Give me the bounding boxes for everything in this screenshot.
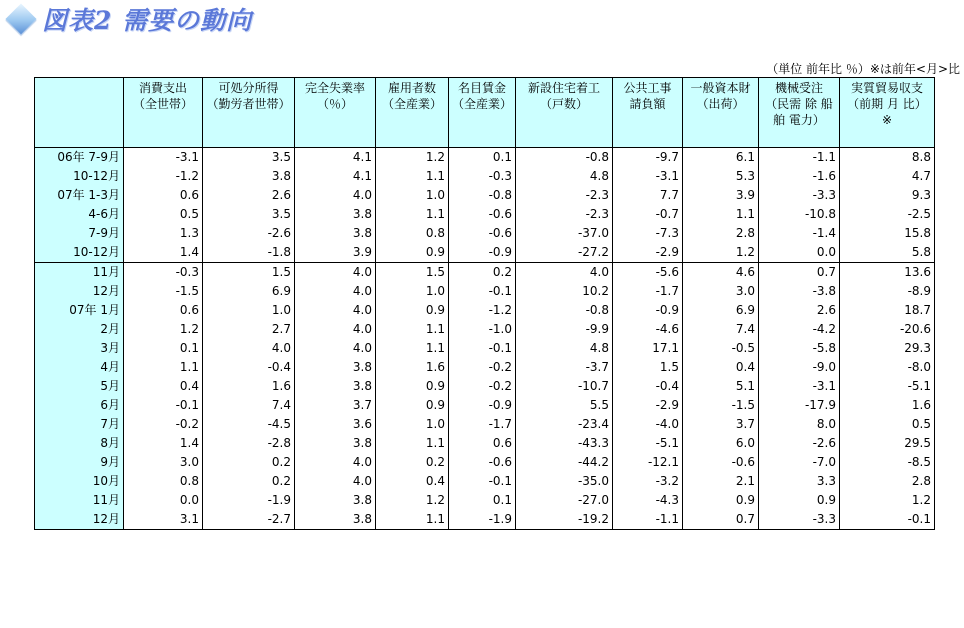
table-cell: -3.3 bbox=[759, 510, 840, 530]
table-cell: -37.0 bbox=[516, 224, 613, 243]
table-cell: 29.3 bbox=[840, 339, 935, 358]
table-cell: 1.0 bbox=[376, 415, 449, 434]
header-cell: 名目賃金 （全産業） bbox=[449, 78, 516, 148]
table-cell: 6.1 bbox=[683, 148, 759, 168]
table-cell: 0.9 bbox=[376, 377, 449, 396]
table-cell: -1.7 bbox=[449, 415, 516, 434]
row-label: 5月 bbox=[35, 377, 124, 396]
row-label: 9月 bbox=[35, 453, 124, 472]
table-cell: -0.1 bbox=[449, 282, 516, 301]
table-cell: 1.1 bbox=[376, 510, 449, 530]
table-cell: 0.9 bbox=[376, 243, 449, 263]
table-cell: -7.0 bbox=[759, 453, 840, 472]
demand-table bbox=[34, 77, 935, 530]
table-cell: 0.6 bbox=[124, 186, 203, 205]
diamond-bullet-icon bbox=[5, 3, 36, 34]
row-label: 11月 bbox=[35, 491, 124, 510]
table-cell: -1.0 bbox=[449, 320, 516, 339]
table-cell: 9.3 bbox=[840, 186, 935, 205]
row-label: 12月 bbox=[35, 510, 124, 530]
table-cell: 7.4 bbox=[683, 320, 759, 339]
table-cell: 1.1 bbox=[124, 358, 203, 377]
table-cell: 1.1 bbox=[376, 167, 449, 186]
table-cell: -3.2 bbox=[613, 472, 683, 491]
table-cell: 13.6 bbox=[840, 263, 935, 283]
table-cell: -0.6 bbox=[683, 453, 759, 472]
table-cell: 7.7 bbox=[613, 186, 683, 205]
table-cell: -23.4 bbox=[516, 415, 613, 434]
header-cell: 可処分所得 （勤労者世帯） bbox=[203, 78, 295, 148]
table-cell: 3.0 bbox=[124, 453, 203, 472]
table-cell: 4.8 bbox=[516, 167, 613, 186]
table-cell: 4.0 bbox=[295, 339, 376, 358]
table-cell: -3.1 bbox=[613, 167, 683, 186]
table-cell: 1.3 bbox=[124, 224, 203, 243]
table-cell: -4.3 bbox=[613, 491, 683, 510]
table-cell: -1.7 bbox=[613, 282, 683, 301]
table-cell: 1.6 bbox=[840, 396, 935, 415]
table-row bbox=[35, 377, 935, 396]
header-cell: 機械受注 （民需 除 船舶 電力） bbox=[759, 78, 840, 148]
table-cell: -8.5 bbox=[840, 453, 935, 472]
table-cell: -0.9 bbox=[449, 243, 516, 263]
table-cell: -5.6 bbox=[613, 263, 683, 283]
table-cell: 3.8 bbox=[203, 167, 295, 186]
table-cell: 6.0 bbox=[683, 434, 759, 453]
table-cell: 3.8 bbox=[295, 224, 376, 243]
table-cell: -35.0 bbox=[516, 472, 613, 491]
table-cell: -3.1 bbox=[124, 148, 203, 168]
table-cell: -10.8 bbox=[759, 205, 840, 224]
table-cell: 4.0 bbox=[295, 472, 376, 491]
table-cell: -17.9 bbox=[759, 396, 840, 415]
row-label: 12月 bbox=[35, 282, 124, 301]
table-cell: 0.1 bbox=[449, 491, 516, 510]
table-row bbox=[35, 415, 935, 434]
table-row bbox=[35, 396, 935, 415]
table-cell: 0.7 bbox=[683, 510, 759, 530]
header-corner bbox=[35, 78, 124, 148]
row-label: 6月 bbox=[35, 396, 124, 415]
table-cell: 0.9 bbox=[759, 491, 840, 510]
table-cell: 0.0 bbox=[759, 243, 840, 263]
table-cell: -19.2 bbox=[516, 510, 613, 530]
table-cell: 0.9 bbox=[376, 396, 449, 415]
table-cell: -0.6 bbox=[449, 224, 516, 243]
table-cell: 1.0 bbox=[203, 301, 295, 320]
header-cell: 実質貿易収支 （前期 月 比） ※ bbox=[840, 78, 935, 148]
table-cell: 2.8 bbox=[683, 224, 759, 243]
table-cell: -0.8 bbox=[516, 148, 613, 168]
table-cell: -0.8 bbox=[449, 186, 516, 205]
table-cell: -3.1 bbox=[759, 377, 840, 396]
table-cell: 4.0 bbox=[295, 301, 376, 320]
table-row bbox=[35, 472, 935, 491]
header-cell: 完全失業率 （％） bbox=[295, 78, 376, 148]
table-cell: -1.5 bbox=[124, 282, 203, 301]
table-cell: -0.2 bbox=[124, 415, 203, 434]
table-cell: -12.1 bbox=[613, 453, 683, 472]
table-cell: 1.5 bbox=[203, 263, 295, 283]
table-cell: 1.2 bbox=[124, 320, 203, 339]
table-cell: -20.6 bbox=[840, 320, 935, 339]
table-cell: 1.5 bbox=[376, 263, 449, 283]
table-cell: -1.9 bbox=[449, 510, 516, 530]
table-cell: 1.4 bbox=[124, 434, 203, 453]
table-cell: -2.8 bbox=[203, 434, 295, 453]
table-row bbox=[35, 339, 935, 358]
page-title bbox=[4, 2, 252, 36]
table-cell: 6.9 bbox=[683, 301, 759, 320]
header-cell: 一般資本財 （出荷） bbox=[683, 78, 759, 148]
table-row bbox=[35, 491, 935, 510]
row-label: 11月 bbox=[35, 263, 124, 283]
table-row bbox=[35, 186, 935, 205]
table-cell: 0.8 bbox=[124, 472, 203, 491]
table-cell: -27.2 bbox=[516, 243, 613, 263]
table-row bbox=[35, 301, 935, 320]
table-cell: 3.9 bbox=[683, 186, 759, 205]
table-cell: 8.8 bbox=[840, 148, 935, 168]
row-label: 10-12月 bbox=[35, 167, 124, 186]
table-cell: -0.3 bbox=[124, 263, 203, 283]
table-cell: 4.0 bbox=[295, 453, 376, 472]
table-cell: 10.2 bbox=[516, 282, 613, 301]
table-cell: 2.6 bbox=[759, 301, 840, 320]
table-cell: -9.7 bbox=[613, 148, 683, 168]
table-cell: 3.5 bbox=[203, 205, 295, 224]
table-row bbox=[35, 263, 935, 283]
table-cell: -4.6 bbox=[613, 320, 683, 339]
table-row bbox=[35, 282, 935, 301]
table-cell: 1.1 bbox=[376, 205, 449, 224]
table-row bbox=[35, 205, 935, 224]
table-row bbox=[35, 434, 935, 453]
table-cell: -2.3 bbox=[516, 186, 613, 205]
table-cell: 0.2 bbox=[376, 453, 449, 472]
table-cell: 0.1 bbox=[124, 339, 203, 358]
table-row bbox=[35, 167, 935, 186]
row-label: 4月 bbox=[35, 358, 124, 377]
table-cell: 2.1 bbox=[683, 472, 759, 491]
table-cell: 3.3 bbox=[759, 472, 840, 491]
table-cell: -2.9 bbox=[613, 396, 683, 415]
table-cell: 4.0 bbox=[295, 282, 376, 301]
table-cell: 0.9 bbox=[376, 301, 449, 320]
table-cell: 3.7 bbox=[295, 396, 376, 415]
table-cell: 1.2 bbox=[840, 491, 935, 510]
header-cell: 消費支出 （全世帯） bbox=[124, 78, 203, 148]
table-cell: -1.2 bbox=[124, 167, 203, 186]
table-cell: 7.4 bbox=[203, 396, 295, 415]
table-cell: 1.2 bbox=[683, 243, 759, 263]
table-cell: -1.4 bbox=[759, 224, 840, 243]
table-cell: 3.7 bbox=[683, 415, 759, 434]
table-cell: 1.1 bbox=[683, 205, 759, 224]
table-cell: -0.6 bbox=[449, 205, 516, 224]
table-cell: 1.6 bbox=[376, 358, 449, 377]
table-cell: -8.9 bbox=[840, 282, 935, 301]
table-cell: -7.3 bbox=[613, 224, 683, 243]
table-cell: 0.5 bbox=[124, 205, 203, 224]
table-cell: -5.8 bbox=[759, 339, 840, 358]
table-cell: 0.6 bbox=[124, 301, 203, 320]
table-cell: -0.5 bbox=[683, 339, 759, 358]
table-cell: -9.0 bbox=[759, 358, 840, 377]
table-cell: 0.2 bbox=[449, 263, 516, 283]
table-cell: 5.1 bbox=[683, 377, 759, 396]
table-cell: 4.0 bbox=[516, 263, 613, 283]
table-cell: 0.4 bbox=[376, 472, 449, 491]
table-cell: -0.9 bbox=[449, 396, 516, 415]
table-cell: -1.1 bbox=[613, 510, 683, 530]
table-cell: -0.3 bbox=[449, 167, 516, 186]
table-cell: -0.6 bbox=[449, 453, 516, 472]
table-cell: -0.2 bbox=[449, 377, 516, 396]
table-cell: 3.5 bbox=[203, 148, 295, 168]
table-cell: -1.8 bbox=[203, 243, 295, 263]
table-cell: -0.4 bbox=[613, 377, 683, 396]
table-cell: -1.9 bbox=[203, 491, 295, 510]
table-cell: 1.4 bbox=[124, 243, 203, 263]
table-cell: -3.3 bbox=[759, 186, 840, 205]
table-cell: 4.1 bbox=[295, 167, 376, 186]
table-cell: 2.6 bbox=[203, 186, 295, 205]
table-cell: -2.6 bbox=[759, 434, 840, 453]
table-cell: 3.0 bbox=[683, 282, 759, 301]
table-cell: 0.4 bbox=[683, 358, 759, 377]
table-cell: 3.8 bbox=[295, 434, 376, 453]
table-cell: 1.0 bbox=[376, 282, 449, 301]
table-cell: 18.7 bbox=[840, 301, 935, 320]
table-cell: -0.8 bbox=[516, 301, 613, 320]
table-cell: -4.0 bbox=[613, 415, 683, 434]
table-cell: 3.8 bbox=[295, 377, 376, 396]
header-cell: 新設住宅着工 （戸数） bbox=[516, 78, 613, 148]
table-cell: -1.1 bbox=[759, 148, 840, 168]
table-cell: -27.0 bbox=[516, 491, 613, 510]
table-cell: 4.0 bbox=[295, 186, 376, 205]
table-cell: 4.1 bbox=[295, 148, 376, 168]
table-row bbox=[35, 148, 935, 168]
title-text: 図表2 需要の動向 bbox=[42, 6, 253, 35]
table-cell: 0.6 bbox=[449, 434, 516, 453]
table-cell: -3.8 bbox=[759, 282, 840, 301]
table-cell: 4.0 bbox=[295, 320, 376, 339]
row-label: 06年 7-9月 bbox=[35, 148, 124, 168]
unit-note: （単位 前年比 ％）※は前年<月>比 bbox=[766, 62, 960, 76]
table-cell: 3.8 bbox=[295, 491, 376, 510]
table-cell: 17.1 bbox=[613, 339, 683, 358]
table-row bbox=[35, 358, 935, 377]
table-cell: 3.1 bbox=[124, 510, 203, 530]
row-label: 10月 bbox=[35, 472, 124, 491]
table-cell: 3.8 bbox=[295, 358, 376, 377]
table-cell: -0.1 bbox=[840, 510, 935, 530]
table-cell: -5.1 bbox=[613, 434, 683, 453]
row-label: 7-9月 bbox=[35, 224, 124, 243]
table-cell: 5.3 bbox=[683, 167, 759, 186]
table-cell: -2.7 bbox=[203, 510, 295, 530]
row-label: 10-12月 bbox=[35, 243, 124, 263]
table-cell: 4.7 bbox=[840, 167, 935, 186]
table-cell: 2.7 bbox=[203, 320, 295, 339]
table-cell: 3.8 bbox=[295, 205, 376, 224]
table-cell: -43.3 bbox=[516, 434, 613, 453]
row-label: 4-6月 bbox=[35, 205, 124, 224]
table-cell: -4.5 bbox=[203, 415, 295, 434]
table-row bbox=[35, 320, 935, 339]
table-cell: -0.1 bbox=[124, 396, 203, 415]
table-cell: 0.8 bbox=[376, 224, 449, 243]
table-cell: 4.0 bbox=[203, 339, 295, 358]
table-cell: 0.1 bbox=[449, 148, 516, 168]
header-row bbox=[35, 78, 935, 148]
table-cell: 1.6 bbox=[203, 377, 295, 396]
table-cell: 0.2 bbox=[203, 472, 295, 491]
table-cell: -3.7 bbox=[516, 358, 613, 377]
table-cell: -0.4 bbox=[203, 358, 295, 377]
table-cell: 1.2 bbox=[376, 491, 449, 510]
table-cell: -10.7 bbox=[516, 377, 613, 396]
table-cell: -5.1 bbox=[840, 377, 935, 396]
table-cell: 8.0 bbox=[759, 415, 840, 434]
table-cell: -9.9 bbox=[516, 320, 613, 339]
table-cell: -0.9 bbox=[613, 301, 683, 320]
table-cell: 5.5 bbox=[516, 396, 613, 415]
table-cell: -4.2 bbox=[759, 320, 840, 339]
table-cell: 3.9 bbox=[295, 243, 376, 263]
table-cell: 2.8 bbox=[840, 472, 935, 491]
row-label: 07年 1月 bbox=[35, 301, 124, 320]
header-cell: 公共工事 請負額 bbox=[613, 78, 683, 148]
table-cell: 4.0 bbox=[295, 263, 376, 283]
header-cell: 雇用者数 （全産業） bbox=[376, 78, 449, 148]
row-label: 3月 bbox=[35, 339, 124, 358]
table-cell: -2.9 bbox=[613, 243, 683, 263]
table-cell: 5.8 bbox=[840, 243, 935, 263]
table-cell: 15.8 bbox=[840, 224, 935, 243]
table-cell: -0.7 bbox=[613, 205, 683, 224]
table-cell: -8.0 bbox=[840, 358, 935, 377]
table-row bbox=[35, 224, 935, 243]
table-cell: 6.9 bbox=[203, 282, 295, 301]
table-cell: -0.1 bbox=[449, 472, 516, 491]
table-cell: 4.6 bbox=[683, 263, 759, 283]
table-cell: -44.2 bbox=[516, 453, 613, 472]
table-cell: 0.2 bbox=[203, 453, 295, 472]
table-cell: 1.5 bbox=[613, 358, 683, 377]
table-cell: -1.6 bbox=[759, 167, 840, 186]
table-row bbox=[35, 453, 935, 472]
table-cell: 1.2 bbox=[376, 148, 449, 168]
table-cell: -0.1 bbox=[449, 339, 516, 358]
table-cell: -0.2 bbox=[449, 358, 516, 377]
table-cell: 0.5 bbox=[840, 415, 935, 434]
table-cell: 0.9 bbox=[683, 491, 759, 510]
table-cell: 1.0 bbox=[376, 186, 449, 205]
table-cell: -2.6 bbox=[203, 224, 295, 243]
row-label: 07年 1-3月 bbox=[35, 186, 124, 205]
row-label: 7月 bbox=[35, 415, 124, 434]
table-cell: -1.2 bbox=[449, 301, 516, 320]
table-cell: 29.5 bbox=[840, 434, 935, 453]
table-cell: 0.7 bbox=[759, 263, 840, 283]
table-cell: -2.5 bbox=[840, 205, 935, 224]
table-cell: 0.0 bbox=[124, 491, 203, 510]
table-cell: -2.3 bbox=[516, 205, 613, 224]
table-row bbox=[35, 510, 935, 530]
table-cell: 0.4 bbox=[124, 377, 203, 396]
table-cell: -1.5 bbox=[683, 396, 759, 415]
table-cell: 3.6 bbox=[295, 415, 376, 434]
table-cell: 1.1 bbox=[376, 339, 449, 358]
table-cell: 1.1 bbox=[376, 434, 449, 453]
table-cell: 3.8 bbox=[295, 510, 376, 530]
row-label: 8月 bbox=[35, 434, 124, 453]
table-cell: 4.8 bbox=[516, 339, 613, 358]
row-label: 2月 bbox=[35, 320, 124, 339]
table-cell: 1.1 bbox=[376, 320, 449, 339]
table-row bbox=[35, 243, 935, 263]
